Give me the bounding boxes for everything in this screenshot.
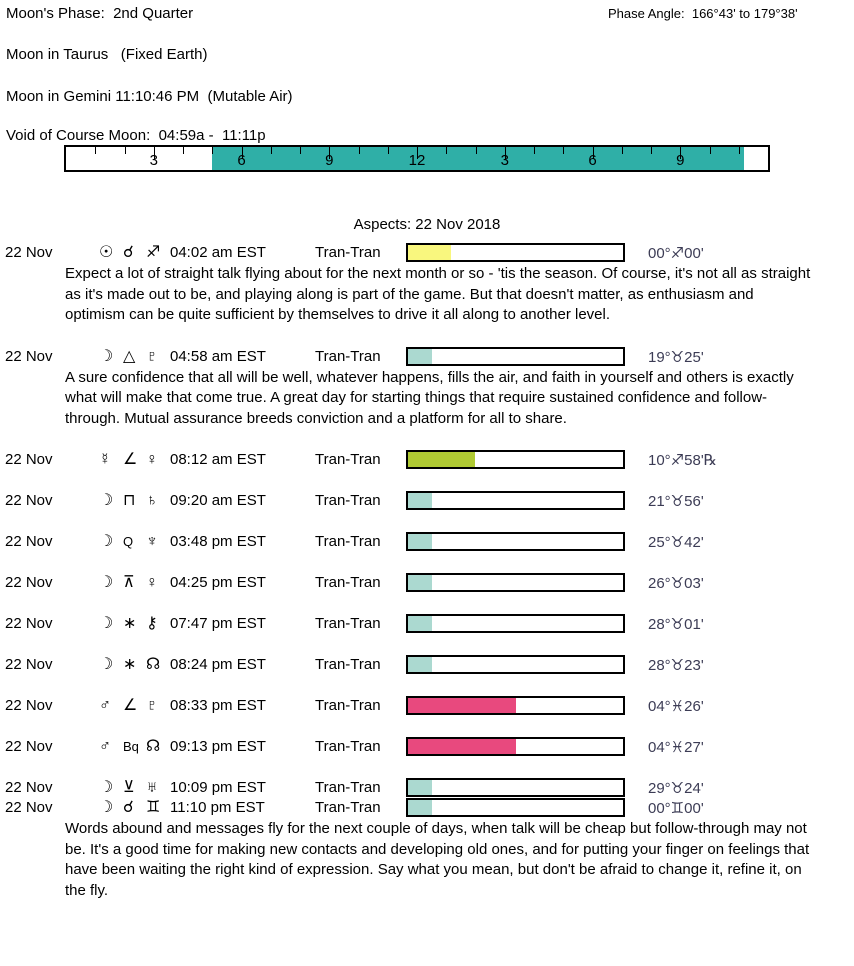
north-node-icon: ☊ bbox=[146, 738, 161, 755]
aspect-mode: Tran-Tran bbox=[315, 738, 381, 755]
aspect-time: 10:09 pm EST bbox=[170, 779, 266, 796]
aspect-progress-bar bbox=[406, 798, 625, 817]
sesquiquadrate-icon: ⊓ bbox=[123, 492, 136, 509]
aspect-mode: Tran-Tran bbox=[315, 451, 381, 468]
aspect-progress-fill bbox=[408, 616, 432, 631]
aspect-time: 03:48 pm EST bbox=[170, 533, 266, 550]
sagittarius-icon: ♐ bbox=[146, 244, 161, 261]
north-node-icon: ☊ bbox=[146, 656, 161, 673]
aspect-progress-bar bbox=[406, 532, 625, 551]
aspect-time: 08:33 pm EST bbox=[170, 697, 266, 714]
hour-tick bbox=[534, 147, 535, 154]
mars-icon: ♂ bbox=[99, 697, 111, 714]
aspect-date: 22 Nov bbox=[5, 738, 53, 755]
quintile-icon: Q bbox=[123, 534, 134, 549]
hour-tick bbox=[651, 147, 652, 154]
sextile-icon: ∗ bbox=[123, 656, 137, 673]
aspect-position: 19°♉25' bbox=[648, 348, 704, 366]
venus-icon: ♀ bbox=[146, 574, 158, 591]
void-of-course-ruler bbox=[64, 145, 770, 172]
aspect-row bbox=[0, 348, 854, 368]
neptune-icon: ♆ bbox=[146, 533, 158, 550]
aspect-time: 09:13 pm EST bbox=[170, 738, 266, 755]
aspect-position: 25°♉42' bbox=[648, 534, 704, 551]
hour-tick bbox=[183, 147, 184, 154]
aspect-time: 08:12 am EST bbox=[170, 451, 266, 468]
moon-icon: ☽ bbox=[99, 574, 114, 591]
moon-icon: ☽ bbox=[99, 779, 114, 796]
moon-icon: ☽ bbox=[99, 533, 114, 550]
aspect-row bbox=[0, 738, 854, 758]
aspect-progress-bar bbox=[406, 573, 625, 592]
aspect-progress-bar bbox=[406, 614, 625, 633]
aspect-row bbox=[0, 533, 854, 553]
mercury-icon: ☿ bbox=[99, 451, 111, 468]
phase-angle-line: Phase Angle: 166°43' to 179°38' bbox=[608, 6, 798, 21]
aspect-progress-fill bbox=[408, 452, 475, 467]
semisextile-icon: ⊻ bbox=[123, 779, 135, 796]
pluto-icon: ♇ bbox=[146, 697, 158, 714]
aspect-mode: Tran-Tran bbox=[315, 574, 381, 591]
aspect-time: 09:20 am EST bbox=[170, 492, 266, 509]
uranus-icon: ♅ bbox=[146, 779, 158, 796]
moon-icon: ☽ bbox=[99, 656, 114, 673]
aspect-description: Expect a lot of straight talk flying about for the next month or so - 'tis the season. Of course, it's not all as straight as it's made out to be, and playing along is part of the game. But that doesn't matter, as enthusiasm and optimism can be quite sufficient by themselves to drive it all along to another level. bbox=[65, 265, 811, 323]
gemini-icon: ♊ bbox=[146, 799, 161, 816]
aspect-row bbox=[0, 451, 854, 471]
void-of-course-line: Void of Course Moon: 04:59a - 11:11p bbox=[6, 127, 266, 144]
aspect-date: 22 Nov bbox=[5, 656, 53, 673]
hour-tick bbox=[710, 147, 711, 154]
saturn-icon: ♄ bbox=[146, 492, 158, 509]
mars-icon: ♂ bbox=[99, 738, 111, 755]
hour-tick bbox=[739, 147, 740, 154]
aspect-time: 04:58 am EST bbox=[170, 347, 266, 365]
aspect-progress-bar bbox=[406, 737, 625, 756]
semisquare-icon: ∠ bbox=[123, 451, 138, 468]
conjunction-icon: ☌ bbox=[123, 799, 134, 816]
aspect-mode: Tran-Tran bbox=[315, 615, 381, 632]
aspect-time: 04:25 pm EST bbox=[170, 574, 266, 591]
moon-icon: ☽ bbox=[99, 799, 114, 816]
aspect-mode: Tran-Tran bbox=[315, 779, 381, 796]
aspect-progress-bar bbox=[406, 491, 625, 510]
aspect-position: 28°♉23' bbox=[648, 657, 704, 674]
aspect-row bbox=[0, 697, 854, 717]
hour-label: 6 bbox=[237, 152, 246, 169]
aspect-date: 22 Nov bbox=[5, 451, 53, 468]
aspect-date: 22 Nov bbox=[5, 492, 53, 509]
quincunx-icon: ⊼ bbox=[123, 574, 135, 591]
aspect-date: 22 Nov bbox=[5, 347, 53, 365]
aspect-row bbox=[0, 799, 854, 819]
hour-label: 12 bbox=[408, 152, 426, 169]
aspect-progress-fill bbox=[408, 349, 432, 364]
hour-label: 3 bbox=[149, 152, 158, 169]
aspect-mode: Tran-Tran bbox=[315, 347, 381, 365]
hour-label: 3 bbox=[500, 152, 509, 169]
venus-icon: ♀ bbox=[146, 451, 158, 468]
moon-sign-line: Moon in Taurus (Fixed Earth) bbox=[6, 46, 208, 63]
aspect-mode: Tran-Tran bbox=[315, 656, 381, 673]
hour-tick bbox=[95, 147, 96, 154]
aspect-row bbox=[0, 244, 854, 264]
hour-tick bbox=[271, 147, 272, 154]
hour-label: 9 bbox=[676, 152, 685, 169]
aspect-position: 00°♐00' bbox=[648, 245, 704, 262]
hour-tick bbox=[212, 147, 213, 154]
aspect-row bbox=[0, 492, 854, 512]
aspect-progress-fill bbox=[408, 800, 432, 815]
aspect-position: 28°♉01' bbox=[648, 616, 704, 633]
aspect-progress-fill bbox=[408, 698, 516, 713]
aspect-progress-bar bbox=[406, 696, 625, 715]
hour-tick bbox=[300, 147, 301, 154]
hour-label: 6 bbox=[588, 152, 597, 169]
aspect-mode: Tran-Tran bbox=[315, 492, 381, 509]
aspect-date: 22 Nov bbox=[5, 574, 53, 591]
aspect-row bbox=[0, 574, 854, 594]
sextile-icon: ∗ bbox=[123, 615, 137, 632]
pluto-icon: ♇ bbox=[146, 347, 158, 365]
aspect-mode: Tran-Tran bbox=[315, 697, 381, 714]
aspect-position: 26°♉03' bbox=[648, 575, 704, 592]
aspect-progress-fill bbox=[408, 245, 451, 260]
moon-icon: ☽ bbox=[99, 615, 114, 632]
hour-tick bbox=[359, 147, 360, 154]
moons-phase-line: Moon's Phase: 2nd Quarter bbox=[6, 5, 194, 22]
moon-icon: ☽ bbox=[99, 492, 114, 509]
aspect-date: 22 Nov bbox=[5, 533, 53, 550]
moon-ingress-line: Moon in Gemini 11:10:46 PM (Mutable Air) bbox=[6, 88, 293, 105]
aspect-position: 10°♐58'℞ bbox=[648, 452, 718, 469]
hour-label: 9 bbox=[325, 152, 334, 169]
chiron-icon: ⚷ bbox=[146, 615, 158, 632]
aspect-progress-bar bbox=[406, 450, 625, 469]
aspect-date: 22 Nov bbox=[5, 799, 53, 816]
aspect-date: 22 Nov bbox=[5, 244, 53, 261]
aspect-progress-bar bbox=[406, 243, 625, 262]
aspect-mode: Tran-Tran bbox=[315, 533, 381, 550]
aspect-progress-fill bbox=[408, 575, 432, 590]
aspect-mode: Tran-Tran bbox=[315, 244, 381, 261]
aspect-progress-bar bbox=[406, 655, 625, 674]
aspect-date: 22 Nov bbox=[5, 615, 53, 632]
hour-tick bbox=[563, 147, 564, 154]
hour-tick bbox=[388, 147, 389, 154]
aspects-list bbox=[0, 244, 854, 923]
aspect-progress-fill bbox=[408, 534, 432, 549]
conjunction-icon: ☌ bbox=[123, 244, 134, 261]
aspect-description: Words abound and messages fly for the next couple of days, when talk will be cheap but follow-through may not be. It's a good time for making new contacts and developing old ones, and for putting your finger on feelings that have been waiting the right kind of expression. Say what you mean, but don't be afraid to change it, refine it, on the fly. bbox=[65, 820, 810, 899]
aspect-progress-bar bbox=[406, 778, 625, 797]
hour-tick bbox=[622, 147, 623, 154]
moon-icon: ☽ bbox=[99, 347, 114, 365]
aspect-row bbox=[0, 615, 854, 635]
biquintile-icon: Bq bbox=[123, 739, 139, 754]
aspect-position: 04°♓27' bbox=[648, 739, 704, 756]
aspects-title: Aspects: 22 Nov 2018 bbox=[353, 216, 501, 233]
aspect-position: 29°♉24' bbox=[648, 780, 704, 797]
aspect-progress-fill bbox=[408, 780, 432, 795]
aspect-position: 21°♉56' bbox=[648, 493, 704, 510]
hour-tick bbox=[125, 147, 126, 154]
aspect-progress-bar bbox=[406, 347, 625, 366]
aspect-mode: Tran-Tran bbox=[315, 799, 381, 816]
aspect-description: A sure confidence that all will be well, whatever happens, fills the air, and faith in yourself and others is exactly what will make that come true. A great day for starting things that require sustained confidence and follow-through. Mutual assurance breeds conviction and a platform for all to share. bbox=[65, 368, 794, 427]
aspect-time: 07:47 pm EST bbox=[170, 615, 266, 632]
trine-icon: △ bbox=[123, 347, 136, 365]
aspect-position: 00°♊00' bbox=[648, 800, 704, 817]
aspect-time: 11:10 pm EST bbox=[170, 799, 265, 816]
hour-tick bbox=[446, 147, 447, 154]
aspect-progress-fill bbox=[408, 493, 432, 508]
aspect-progress-fill bbox=[408, 657, 432, 672]
sun-icon: ☉ bbox=[99, 244, 114, 261]
void-period-fill bbox=[212, 147, 744, 170]
aspect-row bbox=[0, 779, 854, 799]
aspect-row bbox=[0, 656, 854, 676]
aspect-position: 04°♓26' bbox=[648, 698, 704, 715]
semisquare-icon: ∠ bbox=[123, 697, 138, 714]
aspect-time: 08:24 pm EST bbox=[170, 656, 266, 673]
aspect-date: 22 Nov bbox=[5, 779, 53, 796]
aspect-time: 04:02 am EST bbox=[170, 244, 266, 261]
hour-tick bbox=[476, 147, 477, 154]
aspect-progress-fill bbox=[408, 739, 516, 754]
aspect-date: 22 Nov bbox=[5, 697, 53, 714]
